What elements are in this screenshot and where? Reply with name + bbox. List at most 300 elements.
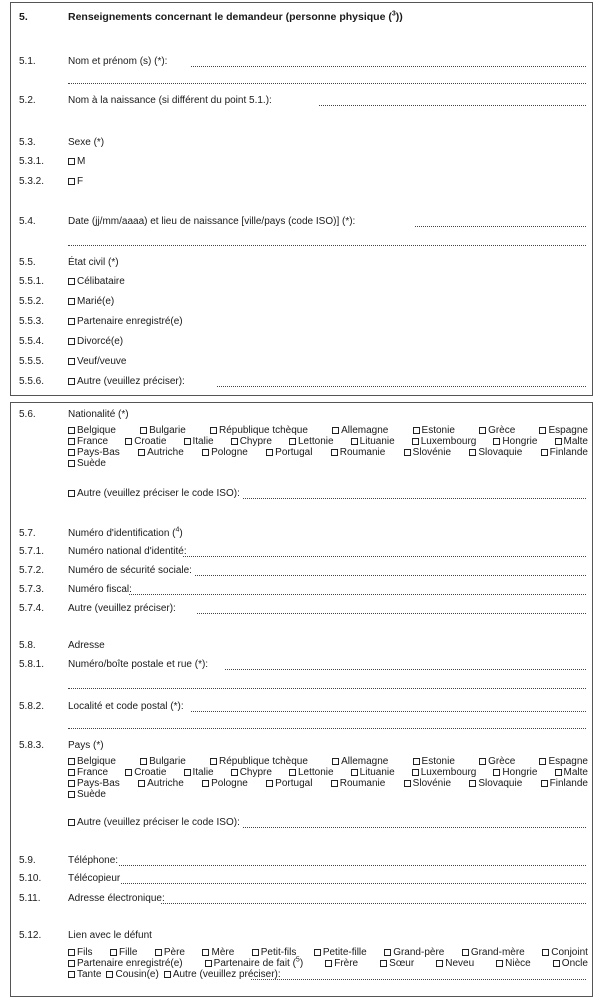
checkbox-option[interactable] (555, 767, 588, 778)
option-label: Roumanie (339, 447, 386, 458)
option-label: Malte (563, 436, 588, 447)
checkbox-icon[interactable] (289, 438, 296, 445)
relationship-other-field[interactable] (251, 979, 586, 980)
checkbox-option[interactable] (332, 756, 388, 767)
checkbox-option[interactable] (68, 447, 120, 458)
checkbox-option[interactable] (404, 778, 451, 789)
national-id-field[interactable] (183, 556, 586, 557)
checkbox-icon[interactable] (351, 769, 358, 776)
checkbox-icon[interactable] (138, 780, 145, 787)
row-number: 5.12. (19, 930, 42, 941)
checkbox-option[interactable] (413, 425, 455, 436)
civil-other-field[interactable] (217, 386, 586, 387)
checkbox-icon[interactable] (331, 780, 338, 787)
checkbox-option[interactable] (202, 947, 234, 958)
street-field[interactable] (225, 669, 586, 670)
checkbox-icon[interactable] (325, 960, 332, 967)
nationality-countries-row-4 (68, 458, 588, 469)
option-label: Frère (334, 958, 359, 969)
checkbox-icon[interactable] (380, 960, 387, 967)
option-label: Estonie (421, 756, 455, 767)
address-country-other-field[interactable] (243, 827, 586, 828)
checkbox-option[interactable] (110, 947, 137, 958)
checkbox-option[interactable] (125, 767, 166, 778)
checkbox-option[interactable] (252, 947, 297, 958)
option-label: Petite-fille (322, 947, 367, 958)
checkbox-icon[interactable] (68, 178, 75, 185)
name-field-continued[interactable] (68, 83, 586, 84)
address-countries-row-1 (68, 756, 588, 767)
option-label: République tchèque (218, 756, 308, 767)
row-number: 5.5.1. (19, 276, 45, 287)
option-label: F (77, 176, 84, 187)
checkbox-option[interactable] (155, 947, 185, 958)
checkbox-option[interactable] (555, 436, 588, 447)
footnote-ref: 3 (391, 10, 396, 18)
checkbox-option[interactable] (412, 436, 477, 447)
checkbox-icon[interactable] (314, 949, 321, 956)
option-label-close: ) (299, 958, 304, 969)
option-label: Suède (77, 789, 106, 800)
checkbox-option[interactable] (351, 767, 395, 778)
checkbox-icon[interactable] (493, 438, 500, 445)
option-label: Pays-Bas (77, 447, 120, 458)
street-field-continued[interactable] (68, 688, 586, 689)
section-number: 5. (19, 11, 28, 23)
checkbox-icon[interactable] (164, 971, 171, 978)
checkbox-option[interactable] (553, 958, 588, 969)
checkbox-icon[interactable] (140, 427, 147, 434)
checkbox-option[interactable] (289, 767, 334, 778)
civil-option-single[interactable] (68, 276, 125, 288)
checkbox-icon[interactable] (553, 960, 560, 967)
option-label: Tante (77, 969, 102, 980)
checkbox-icon[interactable] (231, 438, 238, 445)
footnote-ref: 5 (295, 956, 300, 964)
checkbox-icon[interactable] (68, 971, 75, 978)
checkbox-option[interactable] (436, 958, 474, 969)
checkbox-icon[interactable] (539, 758, 546, 765)
phone-field[interactable] (119, 865, 586, 866)
nationality-other-field[interactable] (243, 498, 586, 499)
nationality-label: Nationalité (*) (68, 409, 129, 420)
checkbox-option[interactable] (413, 756, 455, 767)
row-number: 5.7.1. (19, 546, 45, 557)
tax-number-field[interactable] (129, 594, 586, 595)
checkbox-option[interactable] (479, 425, 515, 436)
checkbox-option[interactable] (125, 436, 166, 447)
checkbox-option[interactable] (351, 436, 395, 447)
checkbox-icon[interactable] (138, 449, 145, 456)
checkbox-icon[interactable] (266, 780, 273, 787)
checkbox-icon[interactable] (404, 449, 411, 456)
option-label: Partenaire enregistré(e) (77, 958, 183, 969)
locality-field[interactable] (191, 711, 586, 712)
option-label: Luxembourg (420, 767, 477, 778)
checkbox-icon[interactable] (68, 758, 75, 765)
option-label: Slovénie (412, 778, 452, 789)
checkbox-icon[interactable] (384, 949, 391, 956)
option-label: Estonie (421, 425, 455, 436)
option-label: France (77, 767, 109, 778)
option-label: Finlande (549, 447, 588, 458)
checkbox-option[interactable] (68, 436, 108, 447)
checkbox-icon[interactable] (496, 960, 503, 967)
option-label: Luxembourg (420, 436, 477, 447)
option-label: Autre (veuillez préciser): (172, 969, 281, 980)
checkbox-option[interactable] (140, 756, 186, 767)
checkbox-option[interactable] (68, 969, 101, 980)
row-number: 5.10. (19, 873, 42, 884)
option-label: Chypre (239, 767, 272, 778)
option-label: Neveu (445, 958, 475, 969)
row-number: 5.8. (19, 640, 36, 651)
address-country-other-option[interactable] (68, 817, 240, 829)
checkbox-icon[interactable] (205, 960, 212, 967)
checkbox-icon[interactable] (125, 438, 132, 445)
option-label: Petit-fils (260, 947, 297, 958)
birth-name-field[interactable] (319, 105, 586, 106)
checkbox-icon[interactable] (332, 427, 339, 434)
row-number: 5.5. (19, 257, 36, 268)
row-number: 5.3. (19, 137, 36, 148)
civil-option-married[interactable] (68, 296, 114, 308)
checkbox-icon[interactable] (210, 758, 217, 765)
checkbox-option[interactable] (289, 436, 334, 447)
checkbox-icon[interactable] (68, 158, 75, 165)
row-number: 5.3.2. (19, 176, 45, 187)
option-label: Bulgarie (149, 425, 186, 436)
option-label: Fils (77, 947, 93, 958)
label-close: ) (179, 528, 183, 539)
checkbox-icon[interactable] (184, 769, 191, 776)
title-text: Renseignements concernant le demandeur (personne physique ( (68, 11, 392, 23)
social-security-label: Numéro de sécurité sociale: (68, 565, 192, 576)
option-label: Veuf/veuve (77, 356, 127, 367)
fax-field[interactable] (121, 883, 586, 884)
row-number: 5.6. (19, 409, 36, 420)
checkbox-icon[interactable] (125, 769, 132, 776)
checkbox-icon[interactable] (202, 780, 209, 787)
checkbox-icon[interactable] (68, 460, 75, 467)
option-label: Portugal (275, 447, 313, 458)
option-label: Cousin(e) (115, 969, 159, 980)
checkbox-option[interactable] (539, 425, 587, 436)
checkbox-icon[interactable] (68, 490, 75, 497)
section-5-continued-box (10, 402, 593, 997)
checkbox-icon[interactable] (252, 949, 259, 956)
option-label: Slovaquie (478, 447, 523, 458)
checkbox-icon[interactable] (155, 949, 162, 956)
checkbox-icon[interactable] (493, 769, 500, 776)
checkbox-option[interactable] (325, 958, 358, 969)
option-label: Sœur (389, 958, 415, 969)
option-label: Roumanie (339, 778, 386, 789)
row-number: 5.7.2. (19, 565, 45, 576)
option-label: Conjoint (551, 947, 588, 958)
checkbox-icon[interactable] (68, 427, 75, 434)
checkbox-option[interactable] (68, 458, 106, 469)
row-number: 5.1. (19, 56, 36, 67)
locality-label: Localité et code postal (*): (68, 701, 184, 712)
checkbox-icon[interactable] (68, 278, 75, 285)
checkbox-icon[interactable] (68, 358, 75, 365)
checkbox-icon[interactable] (68, 791, 75, 798)
relationship-option[interactable] (68, 958, 183, 969)
checkbox-icon[interactable] (184, 438, 191, 445)
row-number: 5.4. (19, 216, 36, 227)
checkbox-icon[interactable] (210, 427, 217, 434)
sex-option-f[interactable] (68, 176, 83, 188)
checkbox-icon[interactable] (106, 971, 113, 978)
option-label: Croatie (134, 436, 167, 447)
option-label: Lituanie (359, 436, 395, 447)
option-label: Hongrie (502, 436, 538, 447)
checkbox-icon[interactable] (462, 949, 469, 956)
name-label: Nom et prénom (s) (*): (68, 56, 168, 67)
civil-option-registered-partner[interactable] (68, 316, 183, 328)
checkbox-option[interactable] (469, 447, 522, 458)
checkbox-icon[interactable] (436, 960, 443, 967)
checkbox-icon[interactable] (412, 769, 419, 776)
option-label: Pologne (211, 447, 248, 458)
row-number: 5.3.1. (19, 156, 45, 167)
checkbox-icon[interactable] (404, 780, 411, 787)
checkbox-option[interactable] (231, 767, 272, 778)
option-label: Italie (192, 767, 214, 778)
checkbox-option[interactable] (331, 447, 386, 458)
option-label: Portugal (275, 778, 313, 789)
option-label: Grèce (488, 756, 516, 767)
checkbox-option[interactable] (331, 778, 386, 789)
address-countries-row-4 (68, 789, 588, 800)
option-label: Lettonie (298, 767, 334, 778)
option-label: Suède (77, 458, 106, 469)
option-label: Oncle (561, 958, 588, 969)
checkbox-icon[interactable] (68, 338, 75, 345)
section-5-box (10, 2, 593, 396)
checkbox-icon[interactable] (469, 449, 476, 456)
nationality-countries-row-2 (68, 436, 588, 447)
country-label: Pays (*) (68, 740, 104, 751)
checkbox-icon[interactable] (541, 449, 548, 456)
national-id-label: Numéro national d'identité: (68, 546, 187, 557)
row-number: 5.7. (19, 528, 36, 539)
checkbox-option[interactable] (493, 436, 537, 447)
option-label: Père (163, 947, 185, 958)
checkbox-option[interactable] (184, 436, 214, 447)
checkbox-icon[interactable] (68, 960, 75, 967)
checkbox-option[interactable] (541, 447, 588, 458)
address-label: Adresse (68, 640, 105, 651)
row-number: 5.5.2. (19, 296, 45, 307)
checkbox-icon[interactable] (469, 780, 476, 787)
checkbox-icon[interactable] (542, 949, 549, 956)
checkbox-icon[interactable] (231, 769, 238, 776)
checkbox-option[interactable] (493, 767, 537, 778)
checkbox-icon[interactable] (68, 449, 75, 456)
checkbox-option[interactable] (68, 756, 116, 767)
checkbox-icon[interactable] (202, 449, 209, 456)
checkbox-option[interactable] (384, 947, 444, 958)
nationality-countries-row-1 (68, 425, 588, 436)
checkbox-icon[interactable] (331, 449, 338, 456)
row-number: 5.8.2. (19, 701, 45, 712)
checkbox-option[interactable] (202, 778, 248, 789)
checkbox-option[interactable] (202, 447, 248, 458)
name-field[interactable] (191, 66, 586, 67)
address-countries-row-2 (68, 767, 588, 778)
tax-number-label: Numéro fiscal: (68, 584, 132, 595)
option-label: Grèce (488, 425, 516, 436)
checkbox-option[interactable] (68, 789, 106, 800)
checkbox-option[interactable] (496, 958, 531, 969)
checkbox-option[interactable] (68, 947, 93, 958)
option-label: Partenaire de fait ( (213, 958, 296, 969)
option-label: Bulgarie (149, 756, 186, 767)
option-label: Croatie (134, 767, 167, 778)
option-label: Autriche (147, 447, 184, 458)
checkbox-icon[interactable] (68, 819, 75, 826)
checkbox-icon[interactable] (332, 758, 339, 765)
email-field[interactable] (161, 903, 586, 904)
option-label: Belgique (77, 756, 116, 767)
checkbox-option[interactable] (462, 947, 525, 958)
row-number: 5.5.5. (19, 356, 45, 367)
option-label: Autre (veuillez préciser le code ISO): (77, 817, 240, 828)
option-label: Partenaire enregistré(e) (77, 316, 183, 327)
other-id-field[interactable] (197, 613, 586, 614)
checkbox-icon[interactable] (266, 449, 273, 456)
row-number: 5.7.4. (19, 603, 45, 614)
checkbox-option[interactable] (542, 947, 588, 958)
checkbox-option[interactable] (68, 778, 120, 789)
checkbox-option[interactable] (380, 958, 414, 969)
checkbox-option[interactable] (68, 767, 108, 778)
row-number: 5.8.1. (19, 659, 45, 670)
checkbox-icon[interactable] (68, 780, 75, 787)
checkbox-option[interactable] (412, 767, 477, 778)
checkbox-icon[interactable] (413, 427, 420, 434)
checkbox-icon[interactable] (555, 769, 562, 776)
checkbox-option[interactable] (266, 447, 312, 458)
civil-option-widowed[interactable] (68, 356, 126, 368)
relationship-label: Lien avec le défunt (68, 930, 152, 941)
option-label: Lettonie (298, 436, 334, 447)
option-label: Italie (192, 436, 214, 447)
checkbox-option[interactable] (404, 447, 451, 458)
option-label: Malte (563, 767, 588, 778)
checkbox-icon[interactable] (351, 438, 358, 445)
checkbox-option[interactable] (184, 767, 214, 778)
checkbox-icon[interactable] (412, 438, 419, 445)
row-number: 5.2. (19, 95, 36, 106)
row-number: 5.11. (19, 893, 41, 904)
checkbox-option[interactable] (479, 756, 515, 767)
title-close: )) (395, 11, 403, 23)
birth-date-place-label: Date (jj/mm/aaaa) et lieu de naissance [ville/pays (code ISO)] (*): (68, 216, 356, 227)
checkbox-icon[interactable] (555, 438, 562, 445)
row-number: 5.7.3. (19, 584, 45, 595)
checkbox-option[interactable] (539, 756, 587, 767)
option-label: Finlande (549, 778, 588, 789)
checkbox-option[interactable] (266, 778, 312, 789)
row-number: 5.8.3. (19, 740, 45, 751)
option-label: Espagne (548, 756, 588, 767)
checkbox-icon[interactable] (68, 949, 75, 956)
option-label: République tchèque (218, 425, 308, 436)
phone-label: Téléphone: (68, 855, 119, 866)
address-countries-row-3 (68, 778, 588, 789)
option-label: Allemagne (341, 425, 389, 436)
checkbox-icon[interactable] (68, 769, 75, 776)
nationality-other-option[interactable] (68, 488, 240, 500)
checkbox-option[interactable] (332, 425, 388, 436)
option-label: Pays-Bas (77, 778, 120, 789)
checkbox-icon[interactable] (479, 758, 486, 765)
option-label: Allemagne (341, 756, 389, 767)
checkbox-icon[interactable] (68, 378, 75, 385)
option-label: Grand-mère (470, 947, 525, 958)
checkbox-icon[interactable] (68, 298, 75, 305)
civil-option-divorced[interactable] (68, 336, 123, 348)
civil-status-label: État civil (*) (68, 257, 119, 268)
checkbox-option[interactable] (314, 947, 367, 958)
checkbox-icon[interactable] (479, 427, 486, 434)
option-label: Pologne (211, 778, 248, 789)
checkbox-option[interactable] (68, 425, 116, 436)
sex-label: Sexe (*) (68, 137, 105, 148)
checkbox-option[interactable] (138, 447, 184, 458)
checkbox-icon[interactable] (539, 427, 546, 434)
checkbox-option[interactable] (138, 778, 184, 789)
checkbox-option[interactable] (210, 756, 308, 767)
birth-date-place-field[interactable] (415, 226, 586, 227)
checkbox-option[interactable] (231, 436, 272, 447)
checkbox-icon[interactable] (68, 318, 75, 325)
checkbox-option[interactable] (140, 425, 186, 436)
social-security-field[interactable] (195, 575, 586, 576)
locality-field-continued[interactable] (68, 728, 586, 729)
option-label: Slovaquie (478, 778, 523, 789)
checkbox-icon[interactable] (289, 769, 296, 776)
nationality-countries-row-3 (68, 447, 588, 458)
checkbox-option[interactable] (469, 778, 522, 789)
checkbox-option[interactable] (106, 969, 158, 980)
option-label: Espagne (548, 425, 588, 436)
birth-date-place-field-continued[interactable] (68, 245, 586, 246)
checkbox-icon[interactable] (68, 438, 75, 445)
civil-option-other[interactable] (68, 376, 185, 388)
sex-option-m[interactable] (68, 156, 85, 168)
option-label: Chypre (239, 436, 272, 447)
option-label: Célibataire (77, 276, 125, 287)
checkbox-icon[interactable] (140, 758, 147, 765)
row-number: 5.5.4. (19, 336, 45, 347)
checkbox-option[interactable] (541, 778, 588, 789)
checkbox-icon[interactable] (202, 949, 209, 956)
section-title (68, 11, 403, 23)
checkbox-option[interactable] (210, 425, 308, 436)
checkbox-icon[interactable] (541, 780, 548, 787)
option-label: Hongrie (502, 767, 538, 778)
label-text: Numéro d'identification ( (68, 528, 176, 539)
checkbox-icon[interactable] (110, 949, 117, 956)
checkbox-icon[interactable] (413, 758, 420, 765)
option-label: Nièce (505, 958, 531, 969)
relationship-row-1 (68, 947, 588, 958)
relationship-option[interactable] (205, 958, 304, 969)
